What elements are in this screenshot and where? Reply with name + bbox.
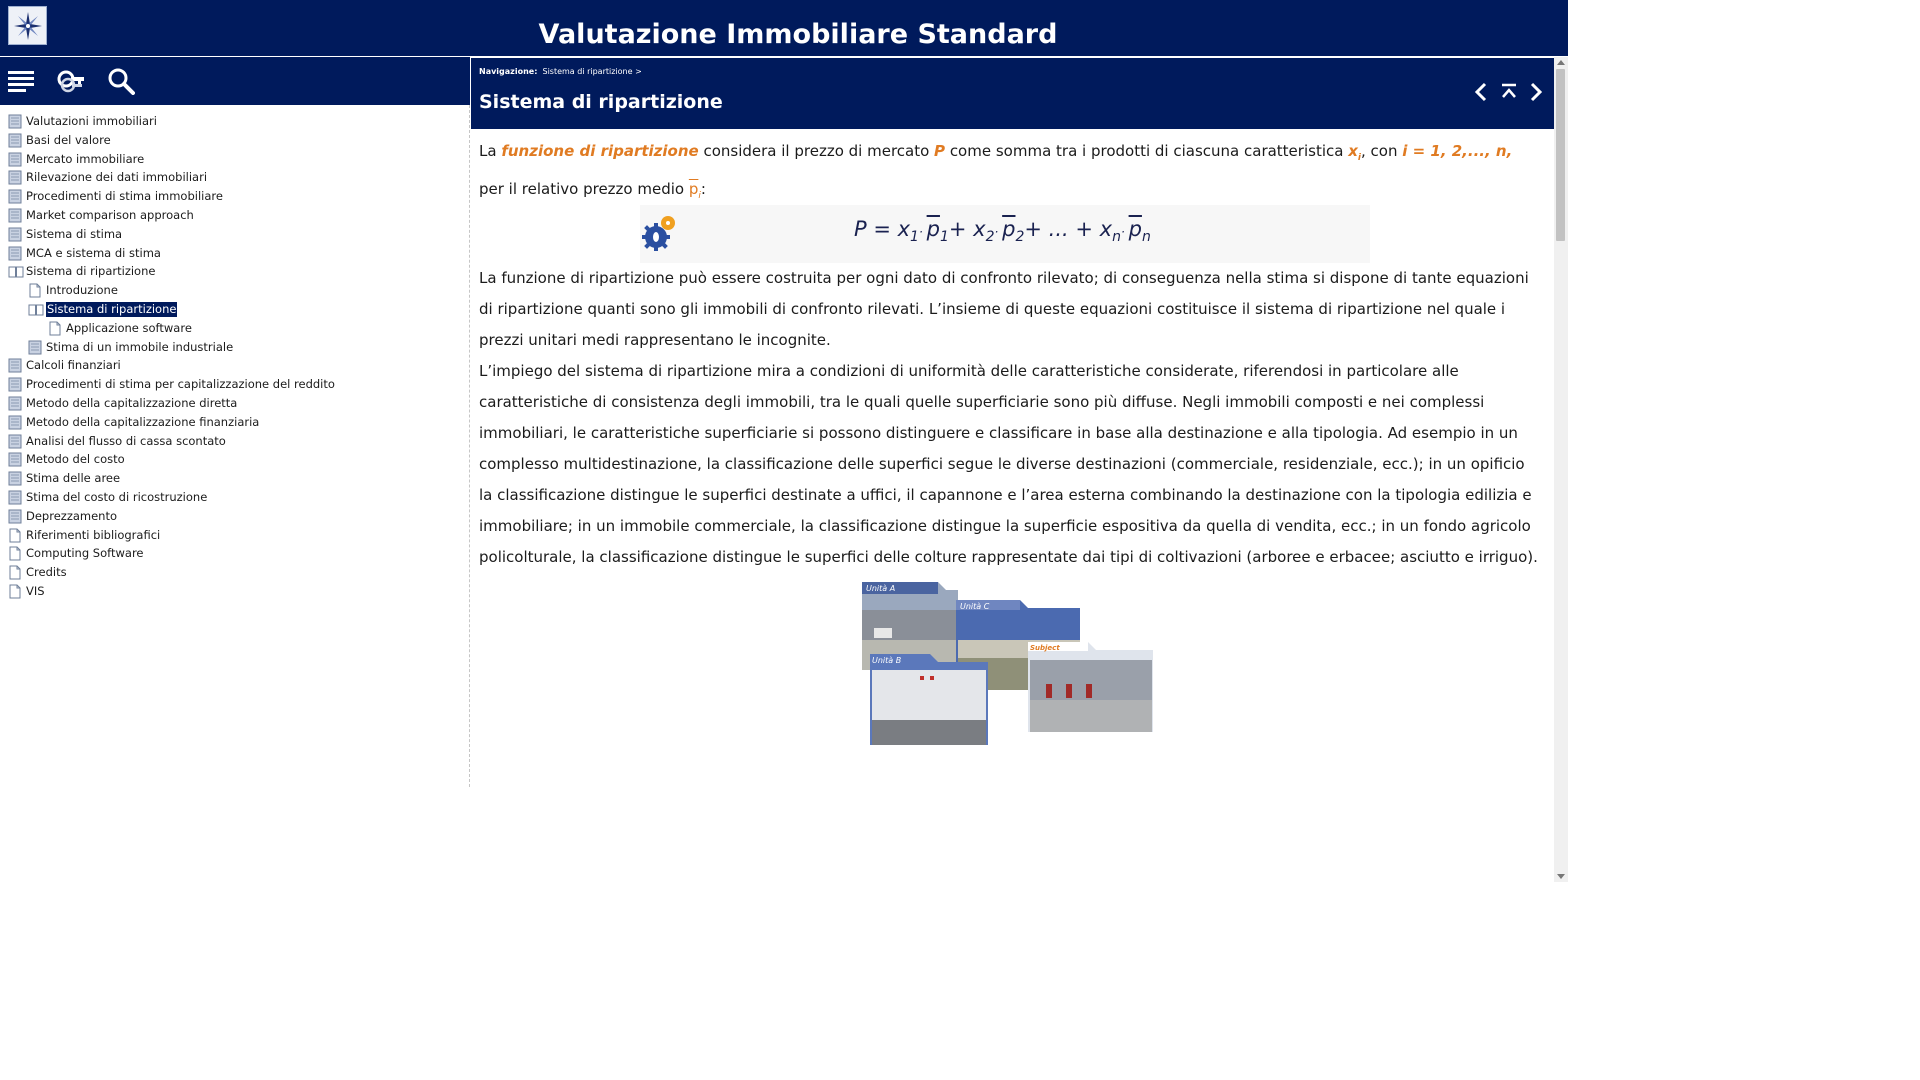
text: per il relativo prezzo medio <box>479 180 689 198</box>
scroll-down-arrow[interactable] <box>1557 874 1565 879</box>
book-icon <box>8 358 22 373</box>
toc-item[interactable] <box>0 563 469 582</box>
formula-dot: · <box>1120 225 1129 239</box>
search-icon <box>107 67 135 95</box>
toc-item-label: Metodo della capitalizzazione finanziaria <box>26 414 260 429</box>
toc-item-label: Credits <box>26 565 67 580</box>
toc-item[interactable] <box>0 131 469 150</box>
toc-item-label: Stima del costo di ricostruzione <box>26 489 208 504</box>
book-icon <box>8 471 22 486</box>
toc-item[interactable] <box>0 507 469 526</box>
toc-item[interactable] <box>0 225 469 244</box>
breadcrumb-label: Navigazione: <box>479 67 538 76</box>
toc-item[interactable] <box>0 582 469 601</box>
search-button[interactable] <box>103 63 139 99</box>
book-icon <box>8 152 22 167</box>
formula-term: + x <box>948 217 986 241</box>
toc-item[interactable] <box>0 168 469 187</box>
text: , con <box>1360 142 1403 160</box>
page-icon <box>28 283 42 298</box>
toc-item-label: Calcoli finanziari <box>26 358 121 373</box>
page-icon <box>8 528 22 543</box>
toc-item-label: Applicazione software <box>66 320 192 335</box>
chevron-right-icon <box>1528 81 1544 103</box>
formula <box>854 217 1151 245</box>
book-icon <box>8 377 22 392</box>
formula-sub: 1 <box>910 229 919 246</box>
formula-box <box>640 205 1370 263</box>
toc-item-label: Analisi del flusso di cassa scontato <box>26 433 226 448</box>
toc-item[interactable] <box>0 356 469 375</box>
menu-icon <box>7 69 35 93</box>
toc-item-label: Metodo della capitalizzazione diretta <box>26 395 238 410</box>
toc-item-label: MCA e sistema di stima <box>26 245 161 260</box>
symbol-P: P <box>934 142 946 160</box>
open-book-icon <box>28 302 42 317</box>
topic-content-body <box>479 263 1541 573</box>
formula-sub: 2 <box>1015 229 1025 246</box>
next-topic-button[interactable] <box>1524 78 1548 106</box>
toc-item-label: Computing Software <box>26 546 144 561</box>
toc-item[interactable] <box>0 281 469 300</box>
book-icon <box>28 340 42 355</box>
toc-item-label: Market comparison approach <box>26 207 194 222</box>
gear-icon <box>640 211 680 255</box>
toc-item[interactable] <box>0 544 469 563</box>
scroll-up-arrow[interactable] <box>1557 60 1565 65</box>
symbol-x-subscript: i <box>1357 153 1361 163</box>
toc-menu-button[interactable] <box>3 63 39 99</box>
symbol-p-subscript: i <box>698 191 701 201</box>
toc-item-label: Riferimenti bibliografici <box>26 527 161 542</box>
formula-p: $\overline{p}$ <box>1002 217 1016 241</box>
topic-header <box>471 58 1554 129</box>
app-header <box>0 0 1568 56</box>
formula-sub: n <box>1112 229 1121 246</box>
toc-item[interactable] <box>0 469 469 488</box>
symbol-p-base: $\overline{p}$ <box>688 180 699 198</box>
toc-item[interactable] <box>0 300 469 319</box>
open-book-icon <box>8 264 22 279</box>
label-unit-b: Unità B <box>872 656 902 665</box>
toc-item[interactable] <box>0 488 469 507</box>
book-icon <box>8 170 22 185</box>
symbol-p-mean <box>688 180 701 201</box>
breadcrumb <box>479 67 642 76</box>
page-icon <box>48 321 62 336</box>
parent-topic-button[interactable] <box>1497 78 1521 106</box>
book-icon <box>8 396 22 411</box>
toc-item-label: Procedimenti di stima immobiliare <box>26 189 223 204</box>
chevron-left-icon <box>1473 81 1489 103</box>
keys-icon <box>56 67 86 95</box>
formula-term: P = x <box>854 217 911 241</box>
toc-item[interactable] <box>0 526 469 545</box>
paragraph: L’impiego del sistema di ripartizione mira a condizioni di uniformità delle caratteristiche considerate, riferendosi in particolare alle caratteristiche di consistenza degli immobili, tra le quali quelle superficiarie sono più diffuse. Negli immobili composti e nei complessi immobiliari, le caratteristiche superficiarie si possono distinguere e classificare in base alla destinazione e alla tipologia. Ad esempio in un complesso multidestinazione, la classificazione delle superfici segue le diverse destinazioni (commerciale, residenziale, ecc.); in un opificio la classificazione distingue le superfici destinate a uffici, il capannone e l’area esterna combinando la destinazione con la tipologia edilizia e immobiliare; in un immobile commerciale, la classificazione distingue la superficie espositiva da quella di vendita, ecc.; in un fondo agricolo policolturale, la classificazione distingue le superfici delle colture rappresentate dai tipi di coltivazioni (arboree e erbacee; asciutto e irriguo). <box>479 362 1538 566</box>
text: come somma tra i prodotti di ciascuna caratteristica <box>945 142 1349 160</box>
page-icon <box>8 546 22 561</box>
toc-item[interactable] <box>0 150 469 169</box>
page-icon <box>8 584 22 599</box>
toc-item[interactable] <box>0 375 469 394</box>
toc-item[interactable] <box>0 244 469 263</box>
book-icon <box>8 415 22 430</box>
page-icon <box>8 565 22 580</box>
toc-item[interactable] <box>0 112 469 131</box>
toc-item-label: Mercato immobiliare <box>26 151 145 166</box>
book-icon <box>8 452 22 467</box>
table-of-contents <box>0 105 470 787</box>
term-link[interactable]: funzione di ripartizione <box>501 142 699 160</box>
toc-item-label: Deprezzamento <box>26 508 118 523</box>
toc-item[interactable] <box>0 206 469 225</box>
chevron-up-bar-icon <box>1500 81 1518 103</box>
book-icon <box>8 189 22 204</box>
toc-item-label: Sistema di ripartizione <box>47 301 177 316</box>
previous-topic-button[interactable] <box>1469 78 1493 106</box>
formula-p: $\overline{p}$ <box>926 217 940 241</box>
book-icon <box>8 208 22 223</box>
formula-sub: 1 <box>939 229 949 246</box>
toc-item[interactable] <box>0 187 469 206</box>
formula-term: + ... + x <box>1024 217 1113 241</box>
label-subject: Subject <box>1030 644 1060 652</box>
book-icon <box>8 246 22 261</box>
symbol-x <box>1348 142 1361 163</box>
toc-item-label: VIS <box>26 583 45 598</box>
content-scrollbar[interactable] <box>1554 57 1568 882</box>
toc-item-label: Stima delle aree <box>26 471 121 486</box>
book-icon <box>8 133 22 148</box>
toc-item-label: Metodo del costo <box>26 452 125 467</box>
toc-item-label: Sistema di ripartizione <box>26 264 156 279</box>
text: considera il prezzo di mercato <box>698 142 935 160</box>
toc-item[interactable] <box>0 262 469 281</box>
toc-item[interactable] <box>0 338 469 357</box>
formula-sub: 2 <box>985 229 995 246</box>
index-button[interactable] <box>53 63 89 99</box>
toc-item-label: Procedimenti di stima per capitalizzazione del reddito <box>26 377 335 392</box>
toc-item-label: Stima di un immobile industriale <box>46 339 234 354</box>
label-unit-c: Unità C <box>960 602 990 611</box>
breadcrumb-link[interactable]: Sistema di ripartizione > <box>542 67 642 76</box>
page-title: Sistema di ripartizione <box>479 91 723 113</box>
formula-dot: · <box>918 225 927 239</box>
formula-sub: n <box>1141 229 1151 246</box>
app-title: Valutazione Immobiliare Standard <box>538 19 1058 50</box>
toc-item-label: Rilevazione dei dati immobiliari <box>26 170 208 185</box>
label-unit-a: Unità A <box>866 584 896 593</box>
toc-item-label: Valutazioni immobiliari <box>26 114 157 128</box>
book-icon <box>8 490 22 505</box>
formula-p: $\overline{p}$ <box>1128 217 1142 241</box>
book-icon <box>8 227 22 242</box>
toc-item[interactable] <box>0 413 469 432</box>
toc-item-label: Basi del valore <box>26 132 111 147</box>
scroll-thumb[interactable] <box>1556 69 1565 241</box>
formula-dot: · <box>994 225 1003 239</box>
topic-content-intro <box>479 136 1541 212</box>
book-icon <box>8 114 22 129</box>
paragraph: La funzione di ripartizione può essere costruita per ogni dato di confronto rilevato; di conseguenza nella stima si dispone di tante equazioni di ripartizione quanti sono gli immobili di confronto rilevati. L’insieme di queste equazioni costituisce il sistema di ripartizione nel quale i prezzi unitari medi rappresentano le incognite. <box>479 269 1529 349</box>
book-icon <box>8 509 22 524</box>
toc-item[interactable] <box>0 450 469 469</box>
toc-item[interactable] <box>0 432 469 451</box>
text: : <box>700 180 706 198</box>
toc-item[interactable] <box>0 394 469 413</box>
toc-item-label: Introduzione <box>46 283 118 298</box>
toc-toolbar <box>0 57 470 105</box>
industrial-units-image <box>860 580 1156 750</box>
text: La <box>479 142 502 160</box>
symbol-x-base: x <box>1348 142 1358 160</box>
toc-item-label: Sistema di stima <box>26 226 123 241</box>
toc-item[interactable] <box>0 319 469 338</box>
index-range: i = 1, 2,..., n, <box>1402 142 1513 160</box>
book-icon <box>8 434 22 449</box>
